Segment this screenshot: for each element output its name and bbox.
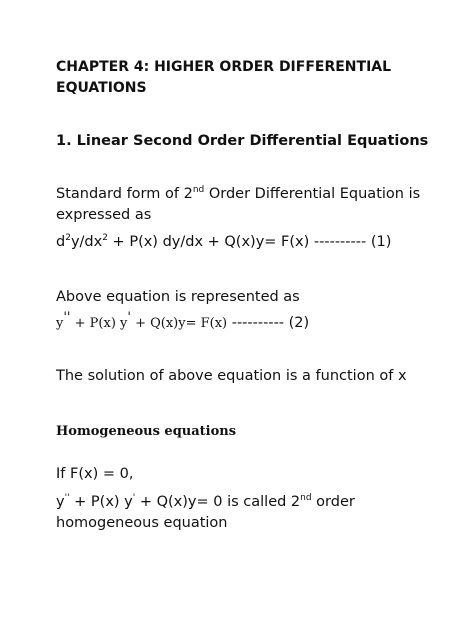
standard-form-text-before: Standard form of 2 bbox=[56, 186, 193, 202]
equation-2 bbox=[56, 310, 456, 334]
hd-sup3: nd bbox=[300, 493, 312, 504]
eq1-rest: + P(x) dy/dx + Q(x)y= F(x) ---------- (1) bbox=[107, 234, 392, 250]
equation-1 bbox=[56, 232, 456, 253]
hd-y: y bbox=[56, 494, 65, 510]
eq1-mid: y/dx bbox=[70, 234, 103, 250]
chapter-heading-line2: EQUATIONS bbox=[56, 80, 147, 96]
standard-form-text-after: Order Differential Equation is bbox=[204, 186, 421, 202]
chapter-heading bbox=[56, 57, 456, 99]
hd-mid2: + Q(x)y= 0 is called 2 bbox=[135, 494, 301, 510]
homogeneous-def-line2: homogeneous equation bbox=[56, 515, 228, 531]
eq1-d: d bbox=[56, 234, 66, 250]
eq2-sup2: ' bbox=[127, 310, 131, 326]
hd-sup2: ' bbox=[132, 493, 136, 504]
homogeneous-def-line1 bbox=[56, 492, 456, 513]
eq1-sup1: 2 bbox=[65, 233, 71, 244]
standard-form-line1 bbox=[56, 184, 456, 205]
hd-tail: order bbox=[311, 494, 355, 510]
eq2-mid1: + P(x) y bbox=[70, 316, 128, 331]
represented-text: Above equation is represented as bbox=[56, 289, 300, 305]
eq2-y: y bbox=[56, 316, 64, 331]
standard-form-superscript: nd bbox=[192, 185, 205, 196]
eq2-sup1: '' bbox=[63, 310, 71, 326]
hd-mid1: + P(x) y bbox=[69, 494, 133, 510]
homogeneous-heading: Homogeneous equations bbox=[56, 424, 237, 439]
chapter-heading-line1: CHAPTER 4: HIGHER ORDER DIFFERENTIAL bbox=[56, 59, 392, 75]
eq2-mid2: + Q(x)y= F(x) bbox=[130, 316, 228, 331]
eq1-sup2: 2 bbox=[102, 233, 108, 244]
standard-form-line2: expressed as bbox=[56, 207, 152, 223]
condition-text: If F(x) = 0, bbox=[56, 466, 134, 482]
section-title: 1. Linear Second Order Differential Equations bbox=[56, 133, 429, 149]
solution-text: The solution of above equation is a function of x bbox=[56, 368, 407, 384]
hd-sup1: '' bbox=[64, 493, 70, 504]
eq2-tail: ---------- (2) bbox=[227, 315, 310, 331]
